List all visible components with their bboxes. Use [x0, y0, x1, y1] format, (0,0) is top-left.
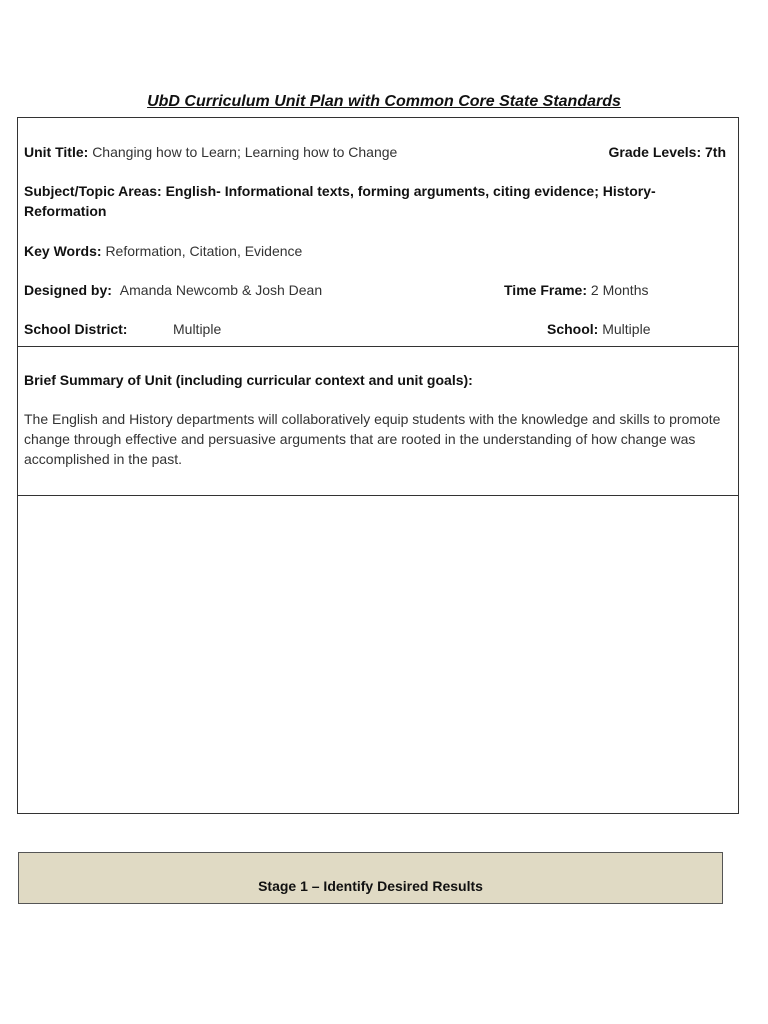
- unit-info-section: [17, 117, 739, 347]
- stage-1-header: Stage 1 – Identify Desired Results: [18, 852, 723, 904]
- blank-section: [17, 495, 739, 814]
- subject-topic-areas: Subject/Topic Areas: English- Informational texts, forming arguments, citing evidence; History- Reformation: [24, 183, 656, 219]
- time-frame: [504, 280, 648, 300]
- unit-title-label: Unit Title:: [24, 144, 89, 160]
- school-district-row: [24, 319, 732, 339]
- time-frame-value: 2 Months: [590, 282, 649, 298]
- key-words-value: Reformation, Citation, Evidence: [105, 243, 303, 259]
- designed-by-value: Amanda Newcomb & Josh Dean: [119, 282, 323, 298]
- key-words-row: [24, 241, 732, 261]
- unit-title-row: [24, 142, 732, 162]
- school-district-value: Multiple: [173, 321, 222, 337]
- designed-by-row: [24, 280, 732, 300]
- grade-levels: Grade Levels: 7th: [608, 144, 726, 160]
- school-label: School:: [547, 321, 599, 337]
- summary-section: [17, 346, 739, 496]
- unit-title-value: Changing how to Learn; Learning how to Change: [92, 144, 398, 160]
- school-district-label: School District:: [24, 321, 128, 337]
- school: [547, 319, 650, 339]
- time-frame-label: Time Frame:: [504, 282, 587, 298]
- designed-by-label: Designed by:: [24, 282, 112, 298]
- summary-heading: Brief Summary of Unit (including curricular context and unit goals):: [24, 372, 473, 388]
- key-words-label: Key Words:: [24, 243, 102, 259]
- school-value: Multiple: [602, 321, 651, 337]
- document-title: UbD Curriculum Unit Plan with Common Core State Standards: [147, 93, 621, 110]
- summary-body: The English and History departments will collaboratively equip students with the knowledge and skills to promote change through effective and persuasive arguments that are rooted in the understanding of how change was accomplished in the past.: [24, 411, 721, 467]
